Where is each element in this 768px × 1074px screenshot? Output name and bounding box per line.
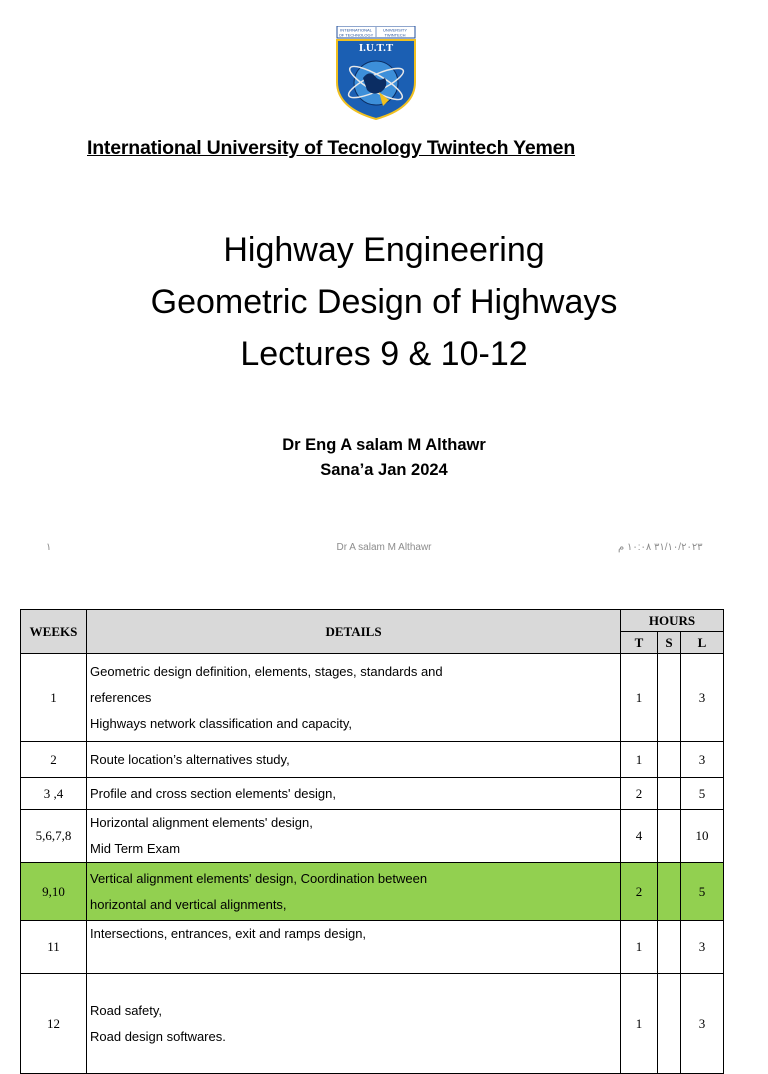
title-line-1: Highway Engineering xyxy=(223,231,545,269)
details-cell xyxy=(87,921,621,974)
details-line: Road safety, xyxy=(90,1002,163,1018)
week-cell: 11 xyxy=(21,921,87,974)
details-cell xyxy=(87,742,621,778)
hours-s-cell xyxy=(658,778,681,810)
hours-s-cell xyxy=(658,810,681,863)
header-hours: HOURS xyxy=(621,610,724,632)
details-line: horizontal and vertical alignments, xyxy=(90,896,287,912)
university-logo xyxy=(335,26,417,120)
details-line: Mid Term Exam xyxy=(90,841,181,856)
hours-t-cell: 1 xyxy=(621,974,658,1074)
hours-s-cell xyxy=(658,654,681,742)
hours-t-cell: 1 xyxy=(621,654,658,742)
logo-text-bl: OF TECHNOLOGY xyxy=(338,32,374,38)
hours-t-cell: 4 xyxy=(621,810,658,863)
logo-text-tr: UNIVERSITY xyxy=(382,27,408,33)
week-cell: 3 ,4 xyxy=(21,778,87,810)
table-row xyxy=(21,921,724,974)
logo-text-tl: INTERNATIONAL xyxy=(340,27,372,33)
hours-t-cell: 2 xyxy=(621,778,658,810)
week-cell: 1 xyxy=(21,654,87,742)
hours-t-cell: 2 xyxy=(621,863,658,921)
course-schedule-table xyxy=(20,609,724,1074)
details-line: Vertical alignment elements' design, Coordination between xyxy=(90,870,428,886)
header-l: L xyxy=(681,632,724,654)
hours-l-cell: 3 xyxy=(681,742,724,778)
hours-l-cell: 3 xyxy=(681,654,724,742)
hours-l-cell: 5 xyxy=(681,863,724,921)
place-date: Sana’a Jan 2024 xyxy=(320,461,448,479)
week-cell: 5,6,7,8 xyxy=(21,810,87,863)
week-cell: 12 xyxy=(21,974,87,1074)
details-cell xyxy=(87,863,621,921)
header-s: S xyxy=(658,632,681,654)
details-cell xyxy=(87,654,621,742)
logo-text-br: TWINTECH xyxy=(384,32,406,38)
details-line: Profile and cross section elements' design, xyxy=(90,785,336,801)
author-block xyxy=(0,433,768,483)
details-line: Intersections, entrances, exit and ramps design, xyxy=(90,926,367,941)
hours-l-cell: 3 xyxy=(681,921,724,974)
hours-s-cell xyxy=(658,863,681,921)
hours-l-cell: 5 xyxy=(681,778,724,810)
hours-s-cell xyxy=(658,921,681,974)
schedule-body xyxy=(21,654,724,1074)
author-name: Dr Eng A salam M Althawr xyxy=(282,436,486,454)
details-line: Road design softwares. xyxy=(90,1028,226,1044)
header-weeks: WEEKS xyxy=(21,610,87,654)
title-line-3: Lectures 9 & 10-12 xyxy=(240,335,528,373)
details-cell xyxy=(87,810,621,863)
table-row xyxy=(21,654,724,742)
details-cell xyxy=(87,778,621,810)
slide-number: ١ xyxy=(46,542,52,553)
details-line: references xyxy=(90,689,152,705)
header-details: DETAILS xyxy=(87,610,621,654)
footer-author: Dr A salam M Althawr xyxy=(336,542,432,553)
table-row xyxy=(21,863,724,921)
details-line: Geometric design definition, elements, stages, standards and xyxy=(90,663,443,679)
title-line-2: Geometric Design of Highways xyxy=(150,283,618,321)
table-row xyxy=(21,810,724,863)
hours-t-cell: 1 xyxy=(621,921,658,974)
week-cell: 2 xyxy=(21,742,87,778)
hours-t-cell: 1 xyxy=(621,742,658,778)
footer-datetime: ٣١/١٠/٢٠٢٣ ١٠:٠٨ م xyxy=(618,542,703,553)
logo-acronym: I.U.T.T xyxy=(358,42,394,54)
slide-title xyxy=(0,224,768,380)
details-line: Highways network classification and capacity, xyxy=(90,715,353,731)
details-line: Route location’s alternatives study, xyxy=(90,751,290,767)
table-row xyxy=(21,742,724,778)
table-row xyxy=(21,778,724,810)
details-line: Horizontal alignment elements' design, xyxy=(90,815,313,830)
university-name: International University of Tecnology Twintech Yemen xyxy=(87,137,576,159)
hours-l-cell: 3 xyxy=(681,974,724,1074)
hours-l-cell: 10 xyxy=(681,810,724,863)
week-cell: 9,10 xyxy=(21,863,87,921)
hours-s-cell xyxy=(658,742,681,778)
header-t: T xyxy=(621,632,658,654)
